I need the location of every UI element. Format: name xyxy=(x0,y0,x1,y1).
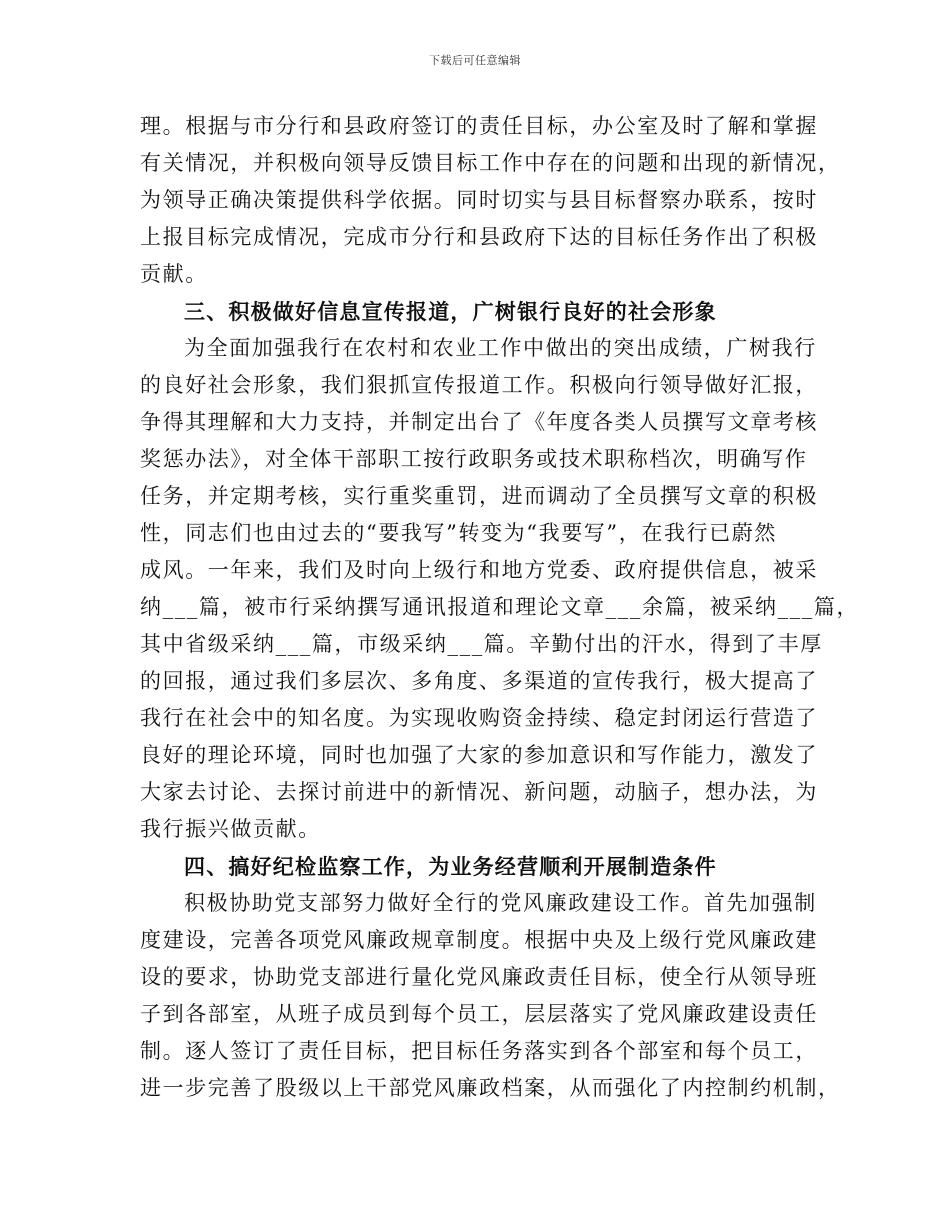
text-line: 大家去讨论、去探讨前进中的新情况、新问题，动脑子，想办法，为 xyxy=(140,780,818,804)
section-heading-4: 四、搞好纪检监察工作，为业务经营顺利开展制造条件 xyxy=(184,854,717,879)
text-line: 理。根据与市分行和县政府签订的责任目标，办公室及时了解和掌握 xyxy=(140,114,818,138)
text-line: 为全面加强我行在农村和农业工作中做出的突出成绩，广树我行 xyxy=(184,336,817,360)
section-heading-3: 三、积极做好信息宣传报道，广树银行良好的社会形象 xyxy=(184,299,717,324)
text-line: 我行在社会中的知名度。为实现收购资金持续、稳定封闭运行营造了 xyxy=(140,706,818,730)
text-line: 的回报，通过我们多层次、多角度、多渠道的宣传我行，极大提高了 xyxy=(140,669,818,693)
text-line: 我行振兴做贡献。 xyxy=(140,817,321,841)
text-line: 奖惩办法》，对全体干部职工按行政职务或技术职称档次，明确写作 xyxy=(140,447,808,471)
text-line: 任务，并定期考核，实行重奖重罚，进而调动了全员撰写文章的积极 xyxy=(140,484,818,508)
text-line: 纳___篇，被市行采纳撰写通讯报道和理论文章___余篇，被采纳___篇， xyxy=(140,595,860,619)
text-line: 为领导正确决策提供科学依据。同时切实与县目标督察办联系，按时 xyxy=(140,188,818,212)
text-line: 成风。一年来，我们及时向上级行和地方党委、政府提供信息，被采 xyxy=(140,558,818,582)
text-line: 贡献。 xyxy=(140,262,208,286)
text-line: 积极协助党支部努力做好全行的党风廉政建设工作。首先加强制 xyxy=(184,891,817,915)
text-line: 争得其理解和大力支持，并制定出台了《年度各类人员撰写文章考核 xyxy=(140,410,818,434)
text-line: 子到各部室，从班子成员到每个员工，层层落实了党风廉政建设责任 xyxy=(140,1002,818,1026)
text-line: 有关情况，并积极向领导反馈目标工作中存在的问题和出现的新情况， xyxy=(140,151,841,175)
page-header: 下载后可任意编辑 xyxy=(429,54,521,67)
text-line: 性，同志们也由过去的“要我写”转变为“我要写”，在我行已蔚然 xyxy=(140,521,777,545)
text-line: 设的要求，协助党支部进行量化党风廉政责任目标，使全行从领导班 xyxy=(140,965,818,989)
text-line: 进一步完善了股级以上干部党风廉政档案，从而强化了内控制约机制， xyxy=(140,1076,841,1100)
text-line: 上报目标完成情况，完成市分行和县政府下达的目标任务作出了积极 xyxy=(140,225,818,249)
text-line: 其中省级采纳___篇，市级采纳___篇。辛勤付出的汗水，得到了丰厚 xyxy=(140,632,823,656)
text-line: 制。逐人签订了责任目标，把目标任务落实到各个部室和每个员工， xyxy=(140,1039,818,1063)
document-body xyxy=(140,108,860,1107)
text-line: 度建设，完善各项党风廉政规章制度。根据中央及上级行党风廉政建 xyxy=(140,928,818,952)
text-line: 的良好社会形象，我们狠抓宣传报道工作。积极向行领导做好汇报， xyxy=(140,373,818,397)
text-line: 良好的理论环境，同时也加强了大家的参加意识和写作能力，激发了 xyxy=(140,743,818,767)
